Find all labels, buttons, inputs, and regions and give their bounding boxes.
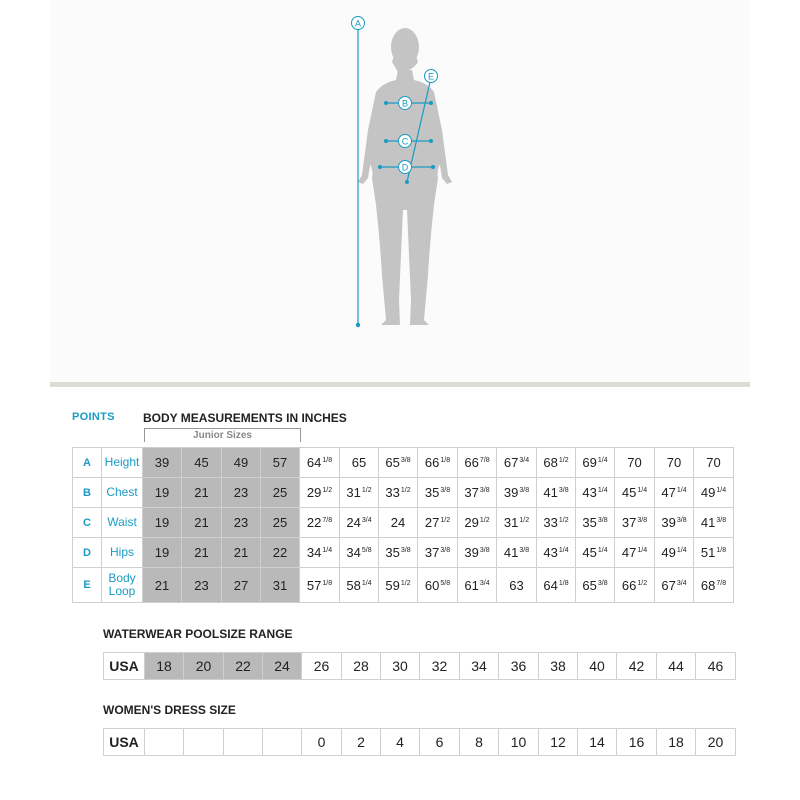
measurement-value [458, 448, 497, 478]
value-whole: 29 [306, 485, 322, 500]
value-whole: 21 [194, 545, 209, 560]
value-whole: 66 [464, 455, 479, 470]
measurement-value [655, 568, 694, 603]
measurement-name: Body Loop [102, 568, 143, 603]
pool-size-cell: 34 [460, 653, 499, 680]
value-whole: 21 [194, 515, 209, 530]
value-whole: 34 [346, 545, 361, 560]
value-fraction: 3/8 [558, 487, 569, 494]
value-fraction: 3/8 [440, 547, 451, 554]
measurement-value [379, 508, 418, 538]
measurement-value [537, 478, 576, 508]
point-c-marker-label: C [401, 136, 409, 147]
measurement-value [497, 538, 537, 568]
value-whole: 58 [346, 577, 361, 593]
measurement-value [576, 478, 615, 508]
value-whole: 47 [661, 485, 676, 500]
measurement-value [222, 508, 261, 538]
value-whole: 39 [503, 485, 519, 500]
dress-size-cell: 0 [302, 729, 342, 756]
measurement-value [143, 478, 182, 508]
measurement-value [182, 538, 222, 568]
value-whole: 67 [661, 577, 676, 593]
measurement-value [182, 508, 222, 538]
measurement-row-b [73, 478, 734, 508]
body-measurements-title: BODY MEASUREMENTS IN INCHES [143, 411, 347, 425]
measurement-value [418, 508, 458, 538]
measurement-value [615, 448, 655, 478]
value-fraction: 1/2 [400, 579, 411, 587]
dress-size-cell: 2 [342, 729, 381, 756]
measurement-value [418, 448, 458, 478]
value-fraction: 3/8 [519, 487, 530, 494]
measurement-row-c [73, 508, 734, 538]
points-heading: POINTS [72, 411, 115, 423]
pool-size-cell: 20 [184, 653, 224, 680]
measurement-value [340, 478, 379, 508]
measurement-value [497, 448, 537, 478]
measurement-value [300, 448, 340, 478]
measurement-name: Waist [102, 508, 143, 538]
value-whole: 23 [233, 485, 249, 500]
value-fraction: 7/8 [322, 517, 333, 524]
value-whole: 35 [424, 485, 440, 500]
value-whole: 68 [700, 577, 716, 593]
measurement-value [497, 478, 537, 508]
value-whole: 31 [272, 577, 288, 593]
value-fraction: 1/2 [558, 517, 569, 524]
body-figure-panel [50, 0, 750, 382]
point-label: C [73, 508, 102, 538]
value-fraction: 5/8 [361, 547, 372, 554]
measurement-value [694, 448, 734, 478]
measurement-row-e [73, 568, 734, 603]
dress-size-cell: 10 [499, 729, 539, 756]
measurement-value [694, 538, 734, 568]
value-whole: 65 [582, 577, 597, 593]
value-whole: 45 [194, 455, 209, 470]
dress-size-cell: 20 [696, 729, 736, 756]
measurement-value [655, 538, 694, 568]
value-fraction: 3/4 [479, 579, 490, 587]
value-whole: 39 [661, 515, 676, 530]
value-fraction: 1/8 [558, 579, 569, 587]
measurement-value [143, 508, 182, 538]
value-whole: 41 [543, 485, 558, 500]
measurement-value [537, 538, 576, 568]
value-whole: 39 [154, 455, 170, 470]
point-b-marker-label: B [401, 98, 409, 109]
value-fraction: 1/4 [597, 457, 608, 464]
value-fraction: 1/8 [716, 547, 727, 554]
value-fraction: 1/2 [400, 487, 411, 494]
measurement-value [458, 478, 497, 508]
value-whole: 59 [385, 577, 400, 593]
value-whole: 21 [194, 485, 209, 500]
value-whole: 49 [661, 545, 676, 560]
value-whole: 61 [464, 577, 479, 593]
value-whole: 37 [464, 485, 479, 500]
measurement-value [418, 478, 458, 508]
value-fraction: 1/2 [558, 457, 569, 464]
value-fraction: 1/4 [597, 487, 608, 494]
value-fraction: 1/4 [558, 547, 569, 554]
measurement-value [655, 508, 694, 538]
value-fraction: 3/8 [400, 457, 411, 464]
value-fraction: 1/4 [597, 547, 608, 554]
value-whole: 43 [582, 485, 597, 500]
section-divider [50, 382, 750, 387]
pool-size-cell: 38 [539, 653, 578, 680]
value-whole: 37 [424, 545, 440, 560]
value-fraction: 1/4 [676, 487, 687, 494]
pool-size-cell: 28 [342, 653, 381, 680]
value-whole: 33 [385, 485, 400, 500]
measurement-value [143, 448, 182, 478]
value-whole: 65 [385, 455, 400, 470]
measurement-value [300, 478, 340, 508]
value-whole: 31 [503, 515, 519, 530]
value-fraction: 7/8 [479, 457, 490, 464]
pool-size-cell: 26 [302, 653, 342, 680]
body-measurements-table [72, 447, 734, 603]
measurement-row-d [73, 538, 734, 568]
point-a-marker-label: A [354, 18, 362, 29]
value-fraction: 1/4 [361, 579, 372, 587]
value-whole: 27 [424, 515, 440, 530]
value-fraction: 1/2 [440, 517, 451, 524]
measurement-value [340, 568, 379, 603]
value-whole: 25 [272, 515, 288, 530]
value-whole: 21 [233, 545, 249, 560]
pool-size-cell: 40 [578, 653, 617, 680]
measurement-value [458, 568, 497, 603]
value-whole: 63 [509, 577, 524, 593]
value-whole: 43 [543, 545, 558, 560]
measurement-value [418, 538, 458, 568]
dress-size-cell: 18 [657, 729, 696, 756]
pool-region-label: USA [104, 653, 145, 680]
measurement-name: Chest [102, 478, 143, 508]
value-fraction: 3/8 [440, 487, 451, 494]
measurement-row-a [73, 448, 734, 478]
measurement-value [694, 508, 734, 538]
value-whole: 23 [233, 515, 249, 530]
value-fraction: 1/4 [637, 487, 648, 494]
dress-size-cell [184, 729, 224, 756]
value-fraction: 1/8 [440, 457, 451, 464]
point-label: A [73, 448, 102, 478]
value-whole: 33 [543, 515, 558, 530]
value-whole: 70 [666, 455, 682, 470]
value-whole: 64 [543, 577, 558, 593]
value-whole: 24 [346, 515, 361, 530]
value-fraction: 3/8 [676, 517, 687, 524]
measurement-value [143, 538, 182, 568]
value-fraction: 3/8 [637, 517, 648, 524]
pool-size-cell: 30 [381, 653, 420, 680]
measurement-value [379, 568, 418, 603]
value-fraction: 1/8 [322, 579, 333, 587]
measurement-value [379, 538, 418, 568]
measurement-value [615, 478, 655, 508]
value-whole: 19 [154, 515, 170, 530]
value-whole: 35 [582, 515, 597, 530]
dress-size-cell: 12 [539, 729, 578, 756]
measurement-value [537, 508, 576, 538]
measurement-value [143, 568, 182, 603]
value-whole: 66 [621, 577, 637, 593]
measurement-value [222, 538, 261, 568]
value-fraction: 3/8 [479, 547, 490, 554]
value-whole: 22 [272, 545, 288, 560]
measurement-value [458, 508, 497, 538]
dress-region-label: USA [104, 729, 145, 756]
measurement-value [222, 568, 261, 603]
dress-size-cell: 6 [420, 729, 460, 756]
value-whole: 45 [621, 485, 637, 500]
measurement-value [537, 568, 576, 603]
poolsize-table [103, 652, 736, 680]
value-whole: 65 [351, 455, 367, 470]
measurement-name: Height [102, 448, 143, 478]
value-whole: 41 [700, 515, 716, 530]
measurement-value [694, 568, 734, 603]
measurement-value [497, 508, 537, 538]
value-fraction: 3/8 [479, 487, 490, 494]
value-whole: 29 [464, 515, 479, 530]
value-whole: 64 [306, 455, 322, 470]
measurement-value [576, 538, 615, 568]
value-whole: 69 [582, 455, 597, 470]
point-e-marker-label: E [427, 71, 435, 82]
value-fraction: 3/4 [519, 457, 530, 464]
measurement-value [261, 568, 300, 603]
value-fraction: 1/4 [716, 487, 727, 494]
measurement-value [576, 508, 615, 538]
value-whole: 24 [390, 515, 406, 530]
measurement-value [615, 538, 655, 568]
measurement-value [418, 568, 458, 603]
value-whole: 68 [543, 455, 558, 470]
pool-size-cell: 44 [657, 653, 696, 680]
value-whole: 31 [346, 485, 361, 500]
value-fraction: 1/4 [676, 547, 687, 554]
value-whole: 19 [154, 485, 170, 500]
dress-size-cell [263, 729, 302, 756]
value-fraction: 1/2 [322, 487, 333, 494]
value-fraction: 7/8 [716, 579, 727, 587]
value-whole: 67 [503, 455, 519, 470]
point-label: D [73, 538, 102, 568]
measurement-value [261, 508, 300, 538]
value-fraction: 3/8 [597, 579, 608, 587]
body-diagram [50, 0, 750, 382]
measurement-value [182, 568, 222, 603]
measurement-value [655, 478, 694, 508]
measurement-value [340, 508, 379, 538]
measurement-value [300, 538, 340, 568]
value-whole: 19 [154, 545, 170, 560]
value-fraction: 5/8 [440, 579, 451, 587]
value-fraction: 3/8 [400, 547, 411, 554]
value-whole: 60 [424, 577, 440, 593]
value-whole: 21 [154, 577, 170, 593]
measurement-value [458, 538, 497, 568]
point-d-marker-label: D [401, 162, 409, 173]
value-fraction: 3/8 [597, 517, 608, 524]
measurement-name: Hips [102, 538, 143, 568]
measurement-value [300, 568, 340, 603]
pool-size-cell: 42 [617, 653, 657, 680]
measurement-value [379, 448, 418, 478]
pool-size-cell: 18 [145, 653, 184, 680]
value-whole: 23 [194, 577, 209, 593]
value-fraction: 1/2 [637, 579, 648, 587]
value-fraction: 1/2 [519, 517, 530, 524]
value-whole: 45 [582, 545, 597, 560]
pool-size-cell: 46 [696, 653, 736, 680]
measurement-value [694, 478, 734, 508]
value-whole: 57 [272, 455, 288, 470]
value-whole: 41 [503, 545, 519, 560]
value-whole: 49 [233, 455, 249, 470]
measurement-value [340, 538, 379, 568]
value-whole: 35 [385, 545, 400, 560]
measurement-value [615, 568, 655, 603]
value-whole: 27 [233, 577, 249, 593]
value-whole: 25 [272, 485, 288, 500]
value-whole: 34 [306, 545, 322, 560]
value-fraction: 1/8 [322, 457, 333, 464]
value-fraction: 3/4 [676, 579, 687, 587]
measurement-value [379, 478, 418, 508]
junior-sizes-label: Junior Sizes [193, 430, 252, 441]
measurement-value [576, 448, 615, 478]
value-fraction: 3/4 [361, 517, 372, 524]
measurement-value [222, 478, 261, 508]
value-whole: 47 [621, 545, 637, 560]
measurement-value [576, 568, 615, 603]
dress-size-cell: 4 [381, 729, 420, 756]
value-whole: 70 [627, 455, 642, 470]
measurement-value [261, 448, 300, 478]
value-fraction: 3/8 [519, 547, 530, 554]
value-whole: 37 [621, 515, 637, 530]
value-fraction: 1/2 [479, 517, 490, 524]
point-label: E [73, 568, 102, 603]
measurement-value [182, 448, 222, 478]
pool-size-cell: 22 [224, 653, 263, 680]
dress-size-table [103, 728, 736, 756]
measurement-value [340, 448, 379, 478]
value-whole: 57 [306, 577, 322, 593]
point-label: B [73, 478, 102, 508]
measurement-value [222, 448, 261, 478]
measurement-value [261, 538, 300, 568]
measurement-value [182, 478, 222, 508]
measurement-value [497, 568, 537, 603]
value-whole: 39 [464, 545, 479, 560]
value-fraction: 1/2 [361, 487, 372, 494]
measurement-value [615, 508, 655, 538]
dress-size-cell: 8 [460, 729, 499, 756]
value-fraction: 3/8 [716, 517, 727, 524]
pool-size-cell: 24 [263, 653, 302, 680]
value-whole: 51 [700, 545, 716, 560]
pool-size-cell: 32 [420, 653, 460, 680]
value-fraction: 1/4 [637, 547, 648, 554]
value-whole: 70 [706, 455, 721, 470]
dress-size-cell [224, 729, 263, 756]
pool-size-cell: 36 [499, 653, 539, 680]
dress-size-cell [145, 729, 184, 756]
measurement-value [261, 478, 300, 508]
dress-size-cell: 16 [617, 729, 657, 756]
value-fraction: 1/4 [322, 547, 333, 554]
female-silhouette [358, 28, 452, 325]
measurement-value [655, 448, 694, 478]
measurement-value [537, 448, 576, 478]
dress-size-title: WOMEN'S DRESS SIZE [103, 703, 236, 717]
value-whole: 22 [306, 515, 322, 530]
value-whole: 66 [424, 455, 440, 470]
dress-size-cell: 14 [578, 729, 617, 756]
poolsize-title: WATERWEAR POOLSIZE RANGE [103, 627, 293, 641]
value-whole: 49 [700, 485, 716, 500]
measurement-value [300, 508, 340, 538]
